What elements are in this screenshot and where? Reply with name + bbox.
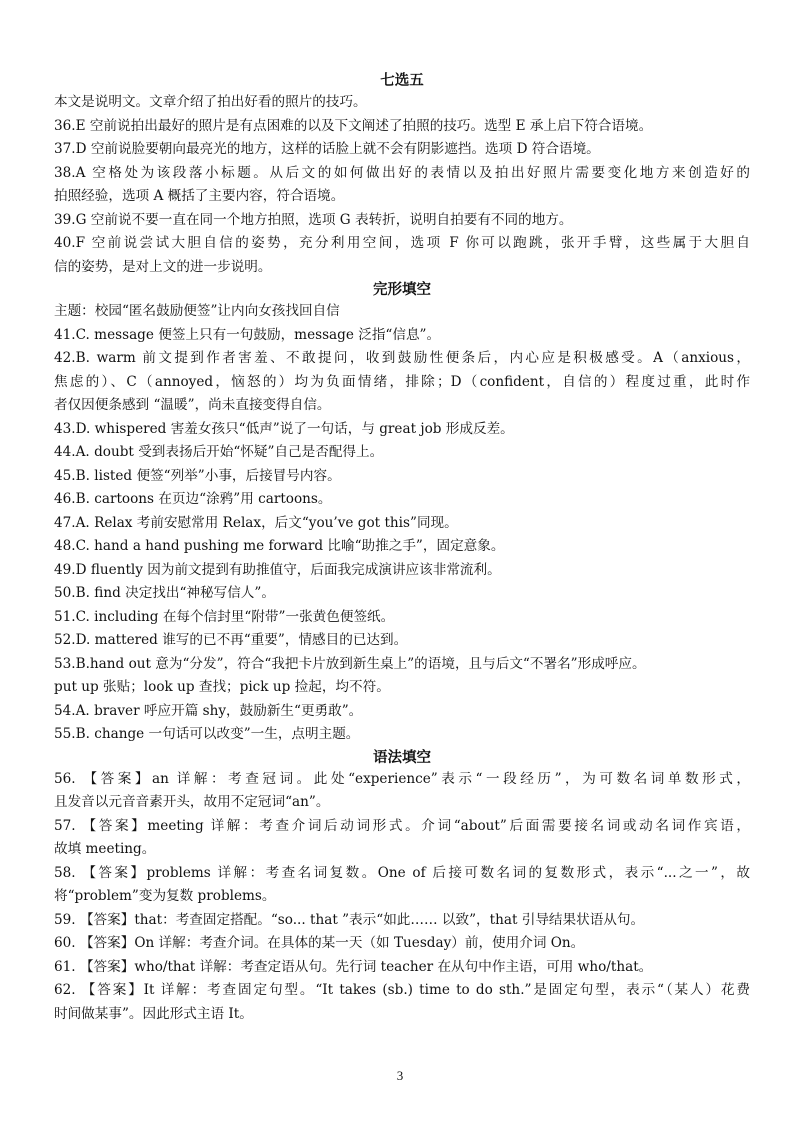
text-line: 39.G 空前说不要一直在同一个地方拍照，选项 G 表转折，说明自拍要有不同的地方。: [54, 211, 573, 228]
text-line: 45.B. listed 便签“列举”小事，后接冒号内容。: [54, 467, 341, 484]
text-line: 主题：校园“匿名鼓励便签”让内向女孩找回自信: [54, 303, 340, 319]
text-line: 本文是说明文。文章介绍了拍出好看的照片的技巧。: [54, 94, 367, 110]
text-line: 41.C. message 便签上只有一句鼓励，message 泛指“信息”。: [54, 326, 441, 343]
section: [54, 747, 750, 1027]
text-line: 40.F 空前说尝试大胆自信的姿势，充分利用空间，选项 F 你可以跑跳，张开手臂，这些属于大胆自: [54, 235, 750, 251]
section-title: 完形填空: [373, 281, 431, 298]
text-line: 43.D. whispered 害羞女孩只“低声”说了一句话，与 great job 形成反差。: [54, 420, 514, 437]
text-line: 56. 【答案】an 详解：考查冠词。此处“experience”表示“一段经历”，为可数名词单数形式，: [54, 770, 750, 787]
text-line: 49.D fluently 因为前文提到有助推值守，后面我完成演讲应该非常流利。: [54, 561, 501, 578]
text-line: 59. 【答案】that：考查固定搭配。“so... that ”表示“如此…… 以致”，that 引导结果状语从句。: [54, 911, 645, 928]
text-line: 时间做某事”。因此形式主语 It。: [54, 1005, 253, 1022]
text-line: 信的姿势，是对上文的进一步说明。: [54, 258, 272, 275]
text-line: 53.B.hand out 意为“分发”，符合“我把卡片放到新生桌上”的语境，且与后文“不署名”形成呼应。: [54, 655, 646, 672]
text-line: put up 张贴；look up 查找；pick up 捡起，均不符。: [54, 679, 390, 695]
text-line: 60. 【答案】On 详解：考查介词。在具体的某一天（如 Tuesday）前，使用介词 On。: [54, 935, 585, 951]
text-line: 50.B. find 决定找出“神秘写信人”。: [54, 585, 275, 601]
text-line: 37.D 空前说脸要朝向最亮光的地方，这样的话脸上就不会有阴影遮挡。选项 D 符合语境。: [54, 141, 600, 157]
text-line: 且发音以元音音素开头，故用不定冠词“an”。: [54, 794, 330, 810]
text-line: 故填 meeting。: [54, 841, 156, 857]
text-line: 44.A. doubt 受到表扬后开始“怀疑”自己是否配得上。: [54, 444, 384, 460]
text-line: 47.A. Relax 考前安慰常用 Relax，后文“you’ve got this”同现。: [54, 514, 458, 531]
text-line: 46.B. cartoons 在页边“涂鸦”用 cartoons。: [54, 491, 332, 507]
text-line: 38.A 空格处为该段落小标题。从后文的如何做出好的表情以及拍出好照片需要变化地方来创造好的: [54, 164, 750, 181]
text-line: 将“problem”变为复数 problems。: [54, 888, 276, 904]
text-line: 拍照经验，选项 A 概括了主要内容，符合语境。: [54, 188, 345, 204]
section-title: 七选五: [380, 72, 424, 89]
text-line: 48.C. hand a hand pushing me forward 比喻“助推之手”，固定意象。: [54, 538, 505, 554]
document-content: [54, 70, 750, 1026]
section: [54, 70, 750, 279]
text-line: 55.B. change 一句话可以改变”一生，点明主题。: [54, 726, 360, 742]
text-line: 57. 【答案】meeting 详解：考查介词后动词形式。介词“about”后面需要接名词或动名词作宾语，: [54, 817, 750, 834]
text-line: 62. 【答案】It 详解：考查固定句型。“It takes (sb.) time to do sth.”是固定句型，表示“（某人）花费: [54, 982, 750, 998]
text-line: 者仅因便条感到 “温暖”，尚未直接变得自信。: [54, 397, 331, 413]
text-line: 54.A. braver 呼应开篇 shy，鼓励新生“更勇敢”。: [54, 702, 363, 719]
text-line: 58. 【答案】problems 详解：考查名词复数。One of 后接可数名词的复数形式，表示“...之一”，故: [54, 864, 750, 881]
text-line: 61. 【答案】who/that 详解：考查定语从句。先行词 teacher 在从句中作主语，可用 who/that。: [54, 958, 653, 975]
text-line: 36.E 空前说拍出最好的照片是有点困难的以及下文阐述了拍照的技巧。选型 E 承上启下符合语境。: [54, 117, 653, 134]
section-title: 语法填空: [373, 748, 431, 766]
page-number: 3: [396, 1068, 404, 1083]
text-line: 51.C. including 在每个信封里“附带”一张黄色便签纸。: [54, 608, 395, 625]
section: [54, 279, 750, 747]
text-line: 42.B. warm 前文提到作者害羞、不敢提问，收到鼓励性便条后，内心应是积极感受。A（anxious，: [54, 350, 750, 366]
text-line: 焦虑的）、C（annoyed，恼怒的）均为负面情绪，排除；D（confident，自信的）程度过重，此时作: [54, 373, 750, 390]
text-line: 52.D. mattered 谁写的已不再“重要”，情感目的已达到。: [54, 632, 408, 648]
